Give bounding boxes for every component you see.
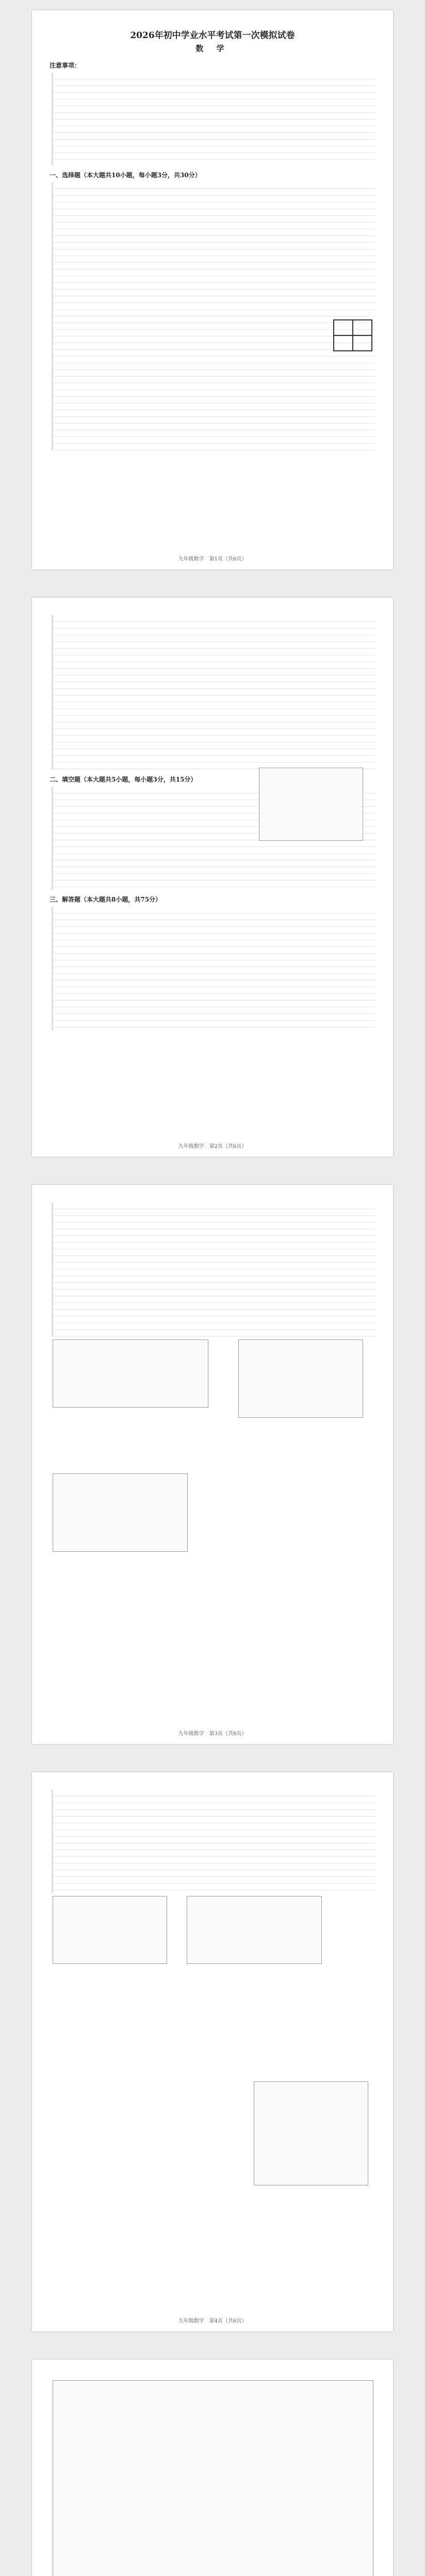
data-table [53, 1340, 208, 1408]
pie-chart [238, 1340, 363, 1418]
function-graph [53, 1473, 188, 1552]
exam-page-3 [32, 1185, 393, 1744]
section-solutions: 三、解答题（本大题共8小题，共75分） [50, 896, 162, 903]
geometry-diagram [259, 768, 363, 841]
exam-page-4 [32, 1772, 393, 2331]
exam-page-2 [32, 598, 393, 1157]
photo [187, 1896, 322, 1964]
page-footer: 九年级数学 第3页（共6页） [178, 1731, 247, 1737]
section-fill-in: 二、填空题（本大题共5小题，每小题3分，共15分） [50, 776, 197, 783]
notes-title: 注意事项： [50, 62, 81, 69]
geometry-diagram [53, 1896, 167, 1964]
questions-unreadable [52, 1790, 375, 1893]
page-footer: 九年级数学 第1页（共6页） [178, 556, 247, 562]
page-footer: 九年级数学 第4页（共6页） [178, 2318, 247, 2324]
exam-title: 2026年初中学业水平考试第一次模拟试卷 [130, 30, 295, 41]
questions-unreadable [52, 615, 375, 770]
circle-diagram [254, 2081, 368, 2185]
exam-subject: 数 学 [195, 44, 230, 53]
score-box [333, 319, 372, 351]
section-multiple-choice: 一、选择题（本大题共10小题，每小题3分，共30分） [50, 172, 201, 179]
questions-unreadable [52, 182, 375, 450]
investigation-table [53, 2380, 373, 2576]
page-footer: 九年级数学 第2页（共6页） [178, 1144, 247, 1149]
exam-page-1 [32, 10, 393, 569]
exam-page-5 [32, 2360, 393, 2576]
questions-unreadable [52, 907, 375, 1030]
notes-body-unreadable [52, 73, 375, 165]
questions-unreadable [52, 1202, 375, 1336]
